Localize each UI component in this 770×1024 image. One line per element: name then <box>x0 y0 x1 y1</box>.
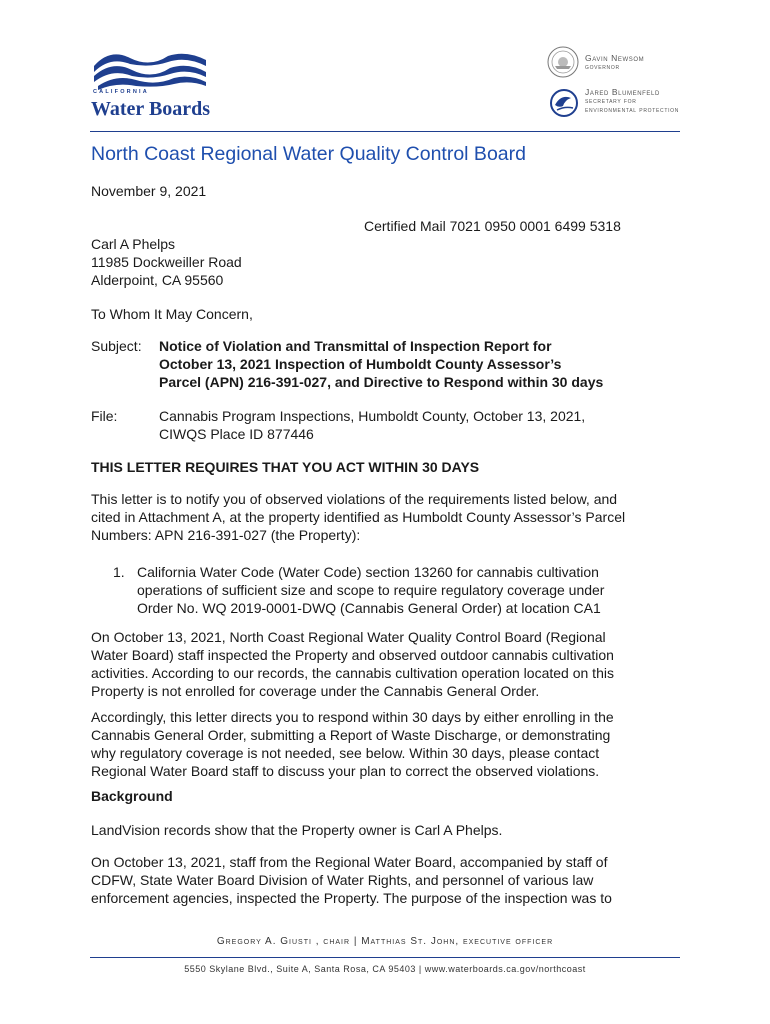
paragraph-line: Property is not enrolled for coverage under the Cannabis General Order. <box>91 683 540 699</box>
agency-name: North Coast Regional Water Quality Control Board <box>91 143 526 165</box>
governor-title: governor <box>585 64 620 71</box>
paragraph-line: Water Board) staff inspected the Property and observed outdoor cannabis cultivation <box>91 647 614 663</box>
list-item <box>137 563 604 617</box>
paragraph-line: enforcement agencies, inspected the Property. The purpose of the inspection was to <box>91 890 612 906</box>
recipient-name: Carl A Phelps <box>91 236 176 252</box>
requires-heading: THIS LETTER REQUIRES THAT YOU ACT WITHIN 30 DAYS <box>91 459 480 475</box>
paragraph-line: This letter is to notify you of observed violations of the requirements listed below, and <box>91 491 618 507</box>
paragraph-owner: LandVision records show that the Property owner is Carl A Phelps. <box>91 822 503 838</box>
footer-divider <box>90 957 680 958</box>
paragraph-line: On October 13, 2021, staff from the Regional Water Board, accompanied by staff of <box>91 854 608 870</box>
subject-line: Notice of Violation and Transmittal of Inspection Report for <box>159 338 552 354</box>
paragraph-line: why regulatory coverage is not needed, see below. Within 30 days, please contact <box>91 745 600 761</box>
certified-mail: Certified Mail 7021 0950 0001 6499 5318 <box>364 218 621 234</box>
file-line: CIWQS Place ID 877446 <box>159 426 314 442</box>
paragraph-line: Accordingly, this letter directs you to respond within 30 days by either enrolling in the <box>91 709 614 725</box>
recipient-street: 11985 Dockweiller Road <box>91 254 242 270</box>
calepa-emblem-icon <box>549 88 579 118</box>
letter-date: November 9, 2021 <box>91 183 207 199</box>
background-heading: Background <box>91 788 173 804</box>
footer-officers: Gregory A. Giusti , chair | Matthias St. John, executive officer <box>216 936 554 947</box>
recipient-city: Alderpoint, CA 95560 <box>91 272 224 288</box>
paragraph-inspection <box>91 628 614 700</box>
file-line: Cannabis Program Inspections, Humboldt County, October 13, 2021, <box>159 408 586 424</box>
secretary-block <box>585 88 679 115</box>
logo-name: Water Boards <box>91 98 211 120</box>
governor-block <box>585 54 644 72</box>
header-divider <box>90 131 680 132</box>
recipient-address <box>91 235 242 289</box>
file-text <box>159 407 585 443</box>
state-seal-icon <box>547 46 579 78</box>
paragraph-line: Cannabis General Order, submitting a Report of Waste Discharge, or demonstrating <box>91 727 611 743</box>
water-boards-logo-icon <box>90 44 210 90</box>
list-item-line: California Water Code (Water Code) section 13260 for cannabis cultivation <box>137 564 599 580</box>
paragraph-line: On October 13, 2021, North Coast Regional Water Quality Control Board (Regional <box>91 629 606 645</box>
paragraph-directive <box>91 708 614 780</box>
subject-label: Subject: <box>91 338 142 354</box>
logo-state-text: CALIFORNIA <box>93 89 149 95</box>
secretary-name: Jared Blumenfeld <box>585 87 660 97</box>
file-label: File: <box>91 408 118 424</box>
subject-text <box>159 337 603 391</box>
paragraph-line: Numbers: APN 216-391-027 (the Property): <box>91 527 361 543</box>
paragraph-notify <box>91 490 625 544</box>
subject-line: Parcel (APN) 216-391-027, and Directive to Respond within 30 days <box>159 374 604 390</box>
paragraph-staff <box>91 853 612 907</box>
governor-name: Gavin Newsom <box>585 53 645 63</box>
paragraph-line: CDFW, State Water Board Division of Water Rights, and personnel of various law <box>91 872 594 888</box>
secretary-title-1: secretary for <box>585 98 637 105</box>
paragraph-line: activities. According to our records, the cannabis cultivation operation located on this <box>91 665 614 681</box>
paragraph-line: cited in Attachment A, at the property identified as Humboldt County Assessor’s Parcel <box>91 509 626 525</box>
footer-address: 5550 Skylane Blvd., Suite A, Santa Rosa, CA 95403 | www.waterboards.ca.gov/northcoast <box>184 964 586 974</box>
salutation: To Whom It May Concern, <box>91 306 253 322</box>
list-item-line: operations of sufficient size and scope to require regulatory coverage under <box>137 582 605 598</box>
list-number: 1. <box>113 564 125 580</box>
secretary-title-2: environmental protection <box>585 107 680 114</box>
subject-line: October 13, 2021 Inspection of Humboldt County Assessor’s <box>159 356 562 372</box>
list-item-line: Order No. WQ 2019-0001-DWQ (Cannabis General Order) at location CA1 <box>137 600 601 616</box>
paragraph-line: Regional Water Board staff to discuss your plan to correct the observed violations. <box>91 763 600 779</box>
